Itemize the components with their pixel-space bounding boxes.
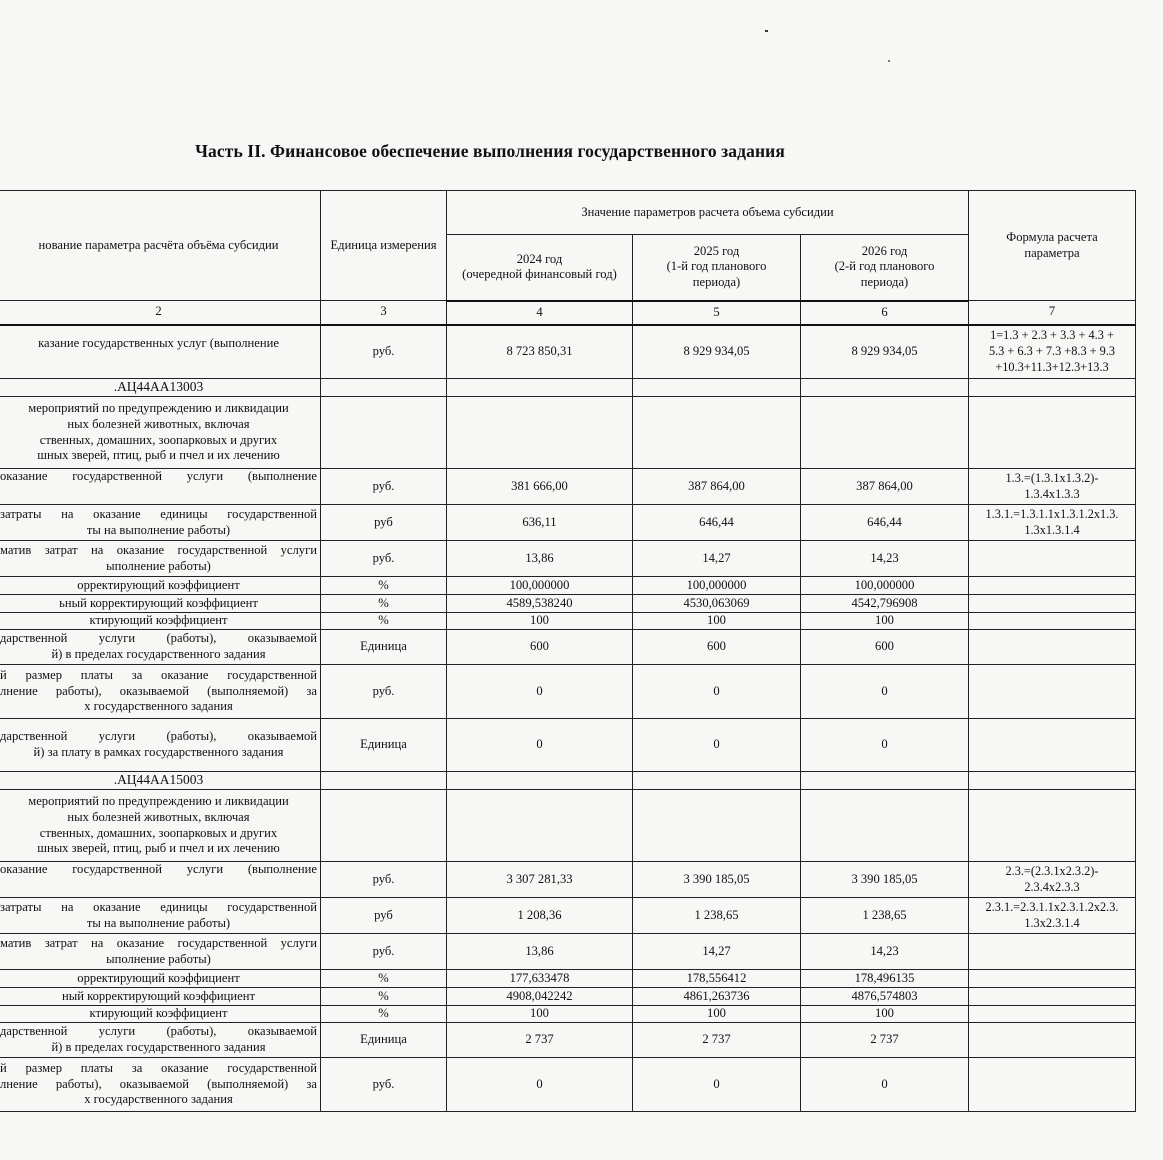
row-2025: 1 238,65 [633,898,801,934]
table-row [0,970,1136,988]
row-unit: % [321,613,447,630]
row-2026: 0 [801,719,969,772]
table-row [0,898,1136,934]
row-name: оказание государственной услуги (выполнение [0,862,321,898]
column-number: 3 [321,301,447,325]
row-name: дарственной услуги (работы), оказываемой й) за плату в рамках государственного задания [0,719,321,772]
row-2025: 100 [633,613,801,630]
row-name: орректирующий коэффициент [0,577,321,595]
scan-speck [888,60,890,62]
section-description-row [0,397,1136,469]
column-number: 5 [633,301,801,325]
header-param-name: нование параметра расчёта объёма субсидии [0,191,321,301]
row-name: ктирующий коэффициент [0,1006,321,1023]
section-description-row [0,790,1136,862]
row-name: орректирующий коэффициент [0,970,321,988]
header-year-2024: 2024 год (очередной финансовый год) [447,235,633,301]
row-2026: 1 238,65 [801,898,969,934]
header-unit: Единица измерения [321,191,447,301]
row-2025: 646,44 [633,505,801,541]
section-description: мероприятий по предупреждению и ликвидации ных болезней животных, включая ственных, домашних, зоопарковых и других шных зверей, птиц, рыб и пчел и их лечению [0,790,321,862]
row-2024: 2 737 [447,1023,633,1058]
row-2026: 3 390 185,05 [801,862,969,898]
row-unit: руб [321,505,447,541]
row-2025: 100,000000 [633,577,801,595]
section-description: мероприятий по предупреждению и ликвидации ных болезней животных, включая ственных, домашних, зоопарковых и других шных зверей, птиц, рыб и пчел и их лечению [0,397,321,469]
row-2024: 381 666,00 [447,469,633,505]
row-2026: 4876,574803 [801,988,969,1006]
row-2024: 4908,042242 [447,988,633,1006]
table-row [0,1058,1136,1112]
row-name: затраты на оказание единицы государственной ты на выполнение работы) [0,898,321,934]
row-formula: 1.3.1.=1.3.1.1x1.3.1.2x1.3. 1.3x1.3.1.4 [969,505,1136,541]
row-formula: 1.3.=(1.3.1x1.3.2)- 1.3.4x1.3.3 [969,469,1136,505]
row-name: ктирующий коэффициент [0,613,321,630]
row-2026: 600 [801,630,969,665]
row-unit: % [321,577,447,595]
row-2024: 4589,538240 [447,595,633,613]
row-unit: % [321,595,447,613]
section-code-row [0,379,1136,397]
row-unit: % [321,988,447,1006]
table-row [0,505,1136,541]
row-name: ный корректирующий коэффициент [0,988,321,1006]
row-2026: 100 [801,613,969,630]
row-2026: 2 737 [801,1023,969,1058]
row-name: оказание государственной услуги (выполнение [0,469,321,505]
total-unit: руб. [321,325,447,379]
row-2026: 100,000000 [801,577,969,595]
header-row [0,191,1136,235]
row-2024: 100 [447,613,633,630]
row-2026: 14,23 [801,934,969,970]
row-name: й размер платы за оказание государственной лнение работы), оказываемой (выполняемой) за х государственного задания [0,1058,321,1112]
row-2024: 177,633478 [447,970,633,988]
header-formula: Формула расчета параметра [969,191,1136,301]
column-number: 6 [801,301,969,325]
row-2025: 0 [633,719,801,772]
row-2026: 178,496135 [801,970,969,988]
column-number: 2 [0,301,321,325]
column-number: 7 [969,301,1136,325]
row-2024: 0 [447,1058,633,1112]
row-name: й размер платы за оказание государственной лнение работы), оказываемой (выполняемой) за х государственного задания [0,665,321,719]
row-2026: 0 [801,1058,969,1112]
row-2024: 3 307 281,33 [447,862,633,898]
row-2025: 4530,063069 [633,595,801,613]
table-row [0,665,1136,719]
row-name: дарственной услуги (работы), оказываемой й) в пределах государственного задания [0,630,321,665]
row-unit: руб [321,898,447,934]
row-2026: 100 [801,1006,969,1023]
row-unit: руб. [321,862,447,898]
row-2024: 636,11 [447,505,633,541]
row-2024: 1 208,36 [447,898,633,934]
table-row [0,541,1136,577]
row-2025: 387 864,00 [633,469,801,505]
row-2025: 3 390 185,05 [633,862,801,898]
subsidy-parameters-table [0,190,1136,1112]
row-2024: 100,000000 [447,577,633,595]
row-unit: руб. [321,541,447,577]
section-code: .АЦ44АА15003 [0,772,321,790]
header-values-group: Значение параметров расчета объема субсидии [447,191,969,235]
table-row [0,934,1136,970]
row-unit: Единица [321,1023,447,1058]
row-2024: 600 [447,630,633,665]
row-2025: 14,27 [633,934,801,970]
column-numbers-row [0,301,1136,325]
row-name: затраты на оказание единицы государственной ты на выполнение работы) [0,505,321,541]
row-2025: 0 [633,665,801,719]
row-unit: Единица [321,719,447,772]
row-2025: 178,556412 [633,970,801,988]
table-row [0,613,1136,630]
row-unit: % [321,1006,447,1023]
row-unit: руб. [321,665,447,719]
table-row [0,469,1136,505]
header-year-2025: 2025 год (1-й год планового периода) [633,235,801,301]
row-2026: 14,23 [801,541,969,577]
row-2025: 600 [633,630,801,665]
row-name: дарственной услуги (работы), оказываемой й) в пределах государственного задания [0,1023,321,1058]
table-row [0,1006,1136,1023]
row-name: ьный корректирующий коэффициент [0,595,321,613]
row-unit: руб. [321,1058,447,1112]
table-row [0,630,1136,665]
row-unit: Единица [321,630,447,665]
row-name: матив затрат на оказание государственной услуги ыполнение работы) [0,541,321,577]
row-formula: 2.3.1.=2.3.1.1x2.3.1.2x2.3. 1.3x2.3.1.4 [969,898,1136,934]
table-row [0,988,1136,1006]
total-formula: 1=1.3 + 2.3 + 3.3 + 4.3 + 5.3 + 6.3 + 7.3 +8.3 + 9.3 +10.3+11.3+12.3+13.3 [969,325,1136,379]
row-2024: 100 [447,1006,633,1023]
total-2025: 8 929 934,05 [633,325,801,379]
header-year-2026: 2026 год (2-й год планового периода) [801,235,969,301]
row-2026: 4542,796908 [801,595,969,613]
row-name: матив затрат на оказание государственной услуги ыполнение работы) [0,934,321,970]
row-2025: 4861,263736 [633,988,801,1006]
row-2026: 646,44 [801,505,969,541]
table-row [0,1023,1136,1058]
row-unit: руб. [321,469,447,505]
row-2024: 0 [447,719,633,772]
page-title: Часть II. Финансовое обеспечение выполнения государственного задания [195,141,785,161]
column-number: 4 [447,301,633,325]
row-2025: 0 [633,1058,801,1112]
row-2024: 0 [447,665,633,719]
scan-speck [765,30,768,32]
row-2026: 0 [801,665,969,719]
table-row [0,595,1136,613]
row-unit: руб. [321,934,447,970]
total-2026: 8 929 934,05 [801,325,969,379]
row-2025: 100 [633,1006,801,1023]
section-code-row [0,772,1136,790]
row-2025: 14,27 [633,541,801,577]
row-2026: 387 864,00 [801,469,969,505]
row-2024: 13,86 [447,541,633,577]
table-row [0,719,1136,772]
row-2024: 13,86 [447,934,633,970]
section-code: .АЦ44АА13003 [0,379,321,397]
total-name: казание государственных услуг (выполнение [0,325,321,379]
row-2025: 2 737 [633,1023,801,1058]
total-row [0,325,1136,379]
row-unit: % [321,970,447,988]
table-row [0,577,1136,595]
total-2024: 8 723 850,31 [447,325,633,379]
row-formula: 2.3.=(2.3.1x2.3.2)- 2.3.4x2.3.3 [969,862,1136,898]
table-row [0,862,1136,898]
